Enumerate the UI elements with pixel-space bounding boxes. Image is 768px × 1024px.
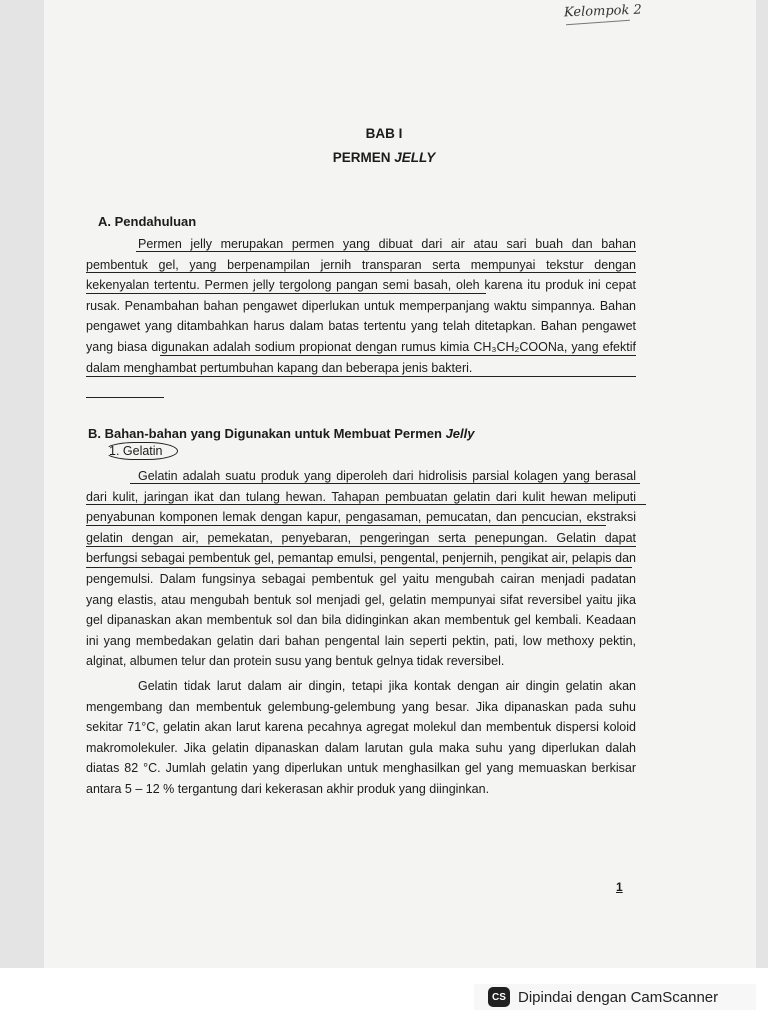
gelatin-paragraph-2: Gelatin tidak larut dalam air dingin, tetapi jika kontak dengan air dingin gelatin akan mengembang dan membentuk gelembung-gelembung yang besar. Jika dipanaskan pada suhu sekitar 71°C, gelatin akan larut karena pecahnya agregat molekul dan membentuk dispersi koloid makromolekuler. Jika gelatin dipanaskan dalam larutan gula maka suhu yang diperlukan dalah diatas 82 °C. Jumlah gelatin yang diperlukan untuk menghasilkan gel yang memuaskan berkisar antara 5 – 12 % tergantung dari kekerasan akhir produk yang diinginkan. — [86, 678, 636, 796]
pen-underline — [86, 546, 636, 547]
page-number: 1 — [616, 880, 623, 894]
pen-underline — [86, 376, 636, 377]
section-a-heading: A. Pendahuluan — [98, 214, 197, 229]
camscanner-label: Dipindai dengan CamScanner — [518, 988, 719, 1006]
pen-underline — [130, 483, 640, 484]
pen-underline — [86, 567, 632, 568]
gelatin-item-label: 1. Gelatin — [104, 442, 178, 460]
pen-underline — [86, 525, 606, 526]
chapter-title: PERMEN JELLY — [332, 150, 436, 165]
section-b-body — [86, 466, 636, 800]
section-b-heading: B. Bahan-bahan yang Digunakan untuk Membuat Permen Jelly — [88, 426, 475, 441]
pen-underline — [160, 355, 636, 356]
section-a-body — [86, 234, 636, 378]
intro-paragraph: Permen jelly merupakan permen yang dibuat dari air atau sari buah dan bahan pembentuk gel, yang berpenampilan jernih transparan serta mempunyai tekstur dengan kekenyalan tertentu. Permen jelly tergolong pangan semi basah, oleh karena itu produk ini cepat rusak. Penambahan bahan pengawet diperlukan untuk memperpanjang waktu simpannya. Bahan pengawet yang ditambahkan harus dalam batas tertentu yang telah ditetapkan. Bahan pengawet yang biasa digunakan adalah sodium propionat dengan rumus kimia CH₃CH₂COONa, yang efektif dalam menghambat pertumbuhan kapang dan beberapa jenis bakteri. — [86, 237, 636, 375]
camscanner-logo-icon: CS — [488, 987, 510, 1007]
pen-underline — [86, 397, 164, 398]
pen-underline — [136, 251, 636, 252]
pen-underline — [86, 504, 646, 505]
camscanner-watermark — [474, 984, 756, 1010]
handwritten-group-note: Kelompok 2 — [563, 2, 643, 21]
pen-underline — [86, 293, 486, 294]
gelatin-paragraph-1: Gelatin adalah suatu produk yang diperoleh dari hidrolisis parsial kolagen yang berasal dari kulit, jaringan ikat dan tulang hewan. Tahapan pembuatan gelatin dari kulit hewan meliputi penyabunan komponen lemak dengan kapur, pengasaman, pemucatan, dan pencucian, ekstraksi gelatin dengan air, pemekatan, penyebaran, pengeringan serta penepungan. Gelatin dapat berfungsi sebagai pembentuk gel, pemantap emulsi, pengental, penjernih, pengikat air, pelapis dan pengemulsi. Dalam fungsinya sebagai pembentuk gel yaitu mengubah cairan menjadi padatan yang elastis, atau mengubah bentuk sol menjadi gel, gelatin mempunyai sifat reversibel yaitu jika gel dipanaskan akan membentuk sol dan bila didinginkan akan membentuk gel kembali. Keadaan ini yang membedakan gelatin dari bahan pengental lain seperti pektin, pati, low methoxy pektin, alginat, albumen telur dan protein susu yang bentuk gelnya tidak reversibel. — [86, 469, 636, 669]
chapter-number: BAB I — [365, 126, 403, 141]
pen-underline — [86, 272, 636, 273]
